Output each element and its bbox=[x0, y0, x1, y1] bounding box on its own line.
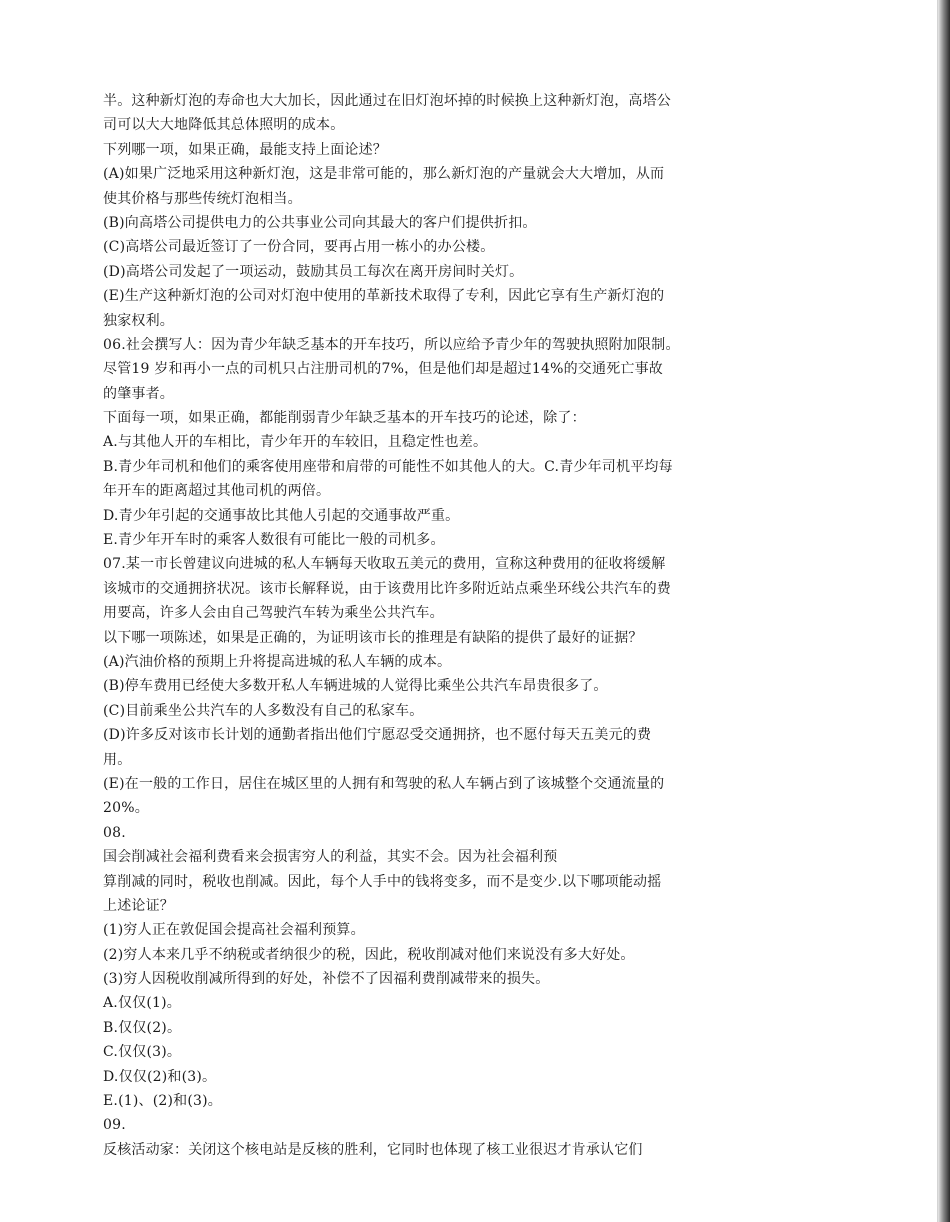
text-line: A.仅仅(1)。 bbox=[103, 995, 181, 1012]
text-line: 20%。 bbox=[103, 800, 149, 817]
text-line: 08. bbox=[103, 824, 126, 841]
text-line: 尽管19 岁和再小一点的司机只占注册司机的7%，但是他们却是超过14%的交通死亡事故 bbox=[103, 361, 663, 378]
text-line: 使其价格与那些传统灯泡相当。 bbox=[103, 190, 302, 207]
text-line: 算削减的同时，税收也削减。因此，每个人手中的钱将变多，而不是变少.以下哪项能动摇 bbox=[103, 873, 662, 890]
text-line: 以下哪一项陈述，如果是正确的，为证明该市长的推理是有缺陷的提供了最好的证据？ bbox=[103, 629, 643, 646]
text-line: 上述论证？ bbox=[103, 897, 174, 914]
text-line: (B)向高塔公司提供电力的公共事业公司向其最大的客户们提供折扣。 bbox=[103, 214, 537, 231]
text-line: (E)生产这种新灯泡的公司对灯泡中使用的革新技术取得了专利，因此它享有生产新灯泡的 bbox=[103, 288, 665, 305]
text-line: 06.社会撰写人：因为青少年缺乏基本的开车技巧，所以应给予青少年的驾驶执照附加限制。 bbox=[103, 336, 680, 353]
text-line: 国会削减社会福利费看来会损害穷人的利益，其实不会。因为社会福利预 bbox=[103, 849, 558, 866]
page-edge-shadow bbox=[938, 0, 950, 1222]
text-line: (D)高塔公司发起了一项运动，鼓励其员工每次在离开房间时关灯。 bbox=[103, 263, 524, 280]
text-line: E.青少年开车时的乘客人数很有可能比一般的司机多。 bbox=[103, 532, 445, 549]
text-line: (2)穷人本来几乎不纳税或者纳很少的税，因此，税收削减对他们来说没有多大好处。 bbox=[103, 946, 635, 963]
text-line: 下列哪一项，如果正确，最能支持上面论述？ bbox=[103, 141, 387, 158]
text-line: 09. bbox=[103, 1117, 126, 1134]
text-line: 司可以大大地降低其总体照明的成本。 bbox=[103, 117, 345, 134]
text-line: (C)高塔公司最近签订了一份合同，要再占用一栋小的办公楼。 bbox=[103, 239, 495, 256]
text-line: D.青少年引起的交通事故比其他人引起的交通事故严重。 bbox=[103, 507, 460, 524]
text-line: (A)汽油价格的预期上升将提高进城的私人车辆的成本。 bbox=[103, 653, 452, 670]
text-line: 半。这种新灯泡的寿命也大大加长，因此通过在旧灯泡坏掉的时候换上这种新灯泡，高塔公 bbox=[103, 93, 671, 109]
text-line: 反核活动家：关闭这个核电站是反核的胜利，它同时也体现了核工业很迟才肯承认它们 bbox=[103, 1141, 643, 1158]
text-line: (3)穷人因税收削减所得到的好处，补偿不了因福利费削减带来的损失。 bbox=[103, 971, 550, 988]
document-text bbox=[103, 89, 783, 1162]
text-line: 下面每一项，如果正确，都能削弱青少年缺乏基本的开车技巧的论述，除了： bbox=[103, 410, 586, 427]
text-line: (1)穷人正在敦促国会提高社会福利预算。 bbox=[103, 922, 365, 939]
text-line: (A)如果广泛地采用这种新灯泡，这是非常可能的，那么新灯泡的产量就会大大增加，从而 bbox=[103, 166, 665, 183]
text-line: 的肇事者。 bbox=[103, 385, 174, 402]
text-line: 07.某一市长曾建议向进城的私人车辆每天收取五美元的费用，宣称这种费用的征收将缓解 bbox=[103, 556, 666, 573]
text-line: (B)停车费用已经使大多数开私人车辆进城的人觉得比乘坐公共汽车昂贵很多了。 bbox=[103, 678, 608, 695]
text-line: (E)在一般的工作日，居住在城区里的人拥有和驾驶的私人车辆占到了该城整个交通流量的 bbox=[103, 775, 665, 792]
text-line: (C)目前乘坐公共汽车的人多数没有自己的私家车。 bbox=[103, 702, 424, 719]
text-line: C.仅仅(3)。 bbox=[103, 1044, 182, 1061]
text-line: 该城市的交通拥挤状况。该市长解释说，由于该费用比许多附近站点乘坐环线公共汽车的费 bbox=[103, 580, 671, 597]
text-line: 独家权利。 bbox=[103, 312, 174, 329]
text-line: (D)许多反对该市长计划的通勤者指出他们宁愿忍受交通拥挤，也不愿付每天五美元的费 bbox=[103, 727, 652, 744]
text-line: E.(1)、(2)和(3)。 bbox=[103, 1093, 222, 1110]
text-line: B.仅仅(2)。 bbox=[103, 1019, 182, 1036]
text-line: B.青少年司机和他们的乘客使用座带和肩带的可能性不如其他人的大。C.青少年司机平均每 bbox=[103, 458, 673, 475]
text-line: D.仅仅(2)和(3)。 bbox=[103, 1068, 217, 1085]
text-line: 年开车的距离超过其他司机的两倍。 bbox=[103, 483, 331, 500]
text-line: 用要高，许多人会由自己驾驶汽车转为乘坐公共汽车。 bbox=[103, 605, 444, 622]
text-line: 用。 bbox=[103, 751, 132, 768]
text-line: A.与其他人开的车相比，青少年开的车较旧，且稳定性也差。 bbox=[103, 434, 488, 451]
